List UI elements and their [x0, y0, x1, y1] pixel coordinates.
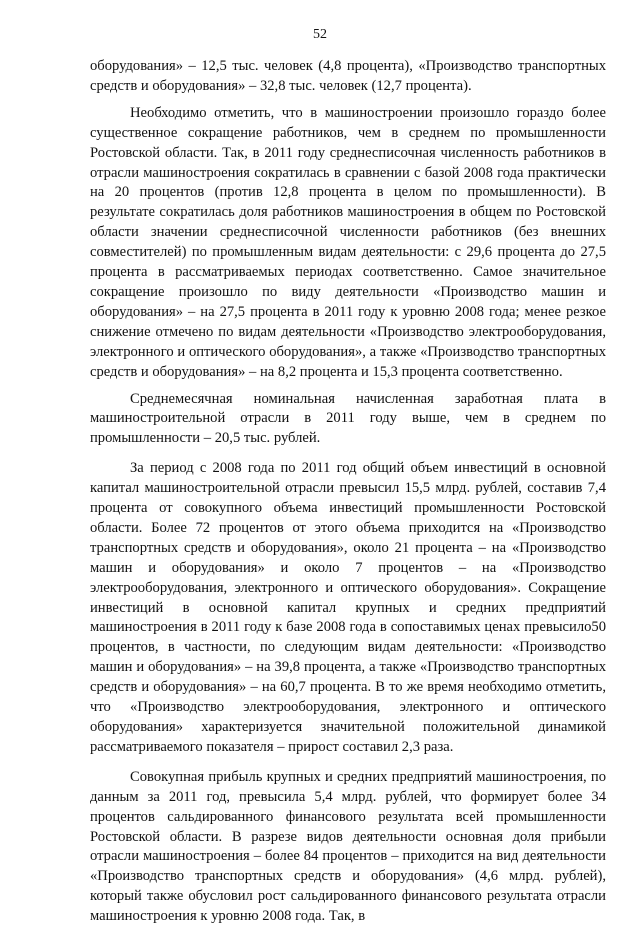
page-number: 52: [313, 27, 327, 42]
body-text: [90, 57, 606, 927]
paragraph-investments: За период с 2008 года по 2011 год общий объем инвестиций в основной капитал машиностроительной отрасли превысил 15,5 млрд. рублей, составив 7,4 процента от совокупного объема инвестиций промышленности Ростовской области. Более 72 процентов от этого объема приходится на «Производство транспортных средств и оборудования», около 21 процента – на «Производство машин и оборудования» и около 7 процентов – на «Производство электрооборудования, электронного и оптического оборудования». Сокращение инвестиций в основной капитал крупных и средних предприятий машиностроения в 2011 году к базе 2008 года в сопоставимых ценах превысило50 процентов, в частности, по следующим видам деятельности: «Производство машин и оборудования» – на 39,8 процента, а также «Производство транспортных средств и оборудования» – на 60,7 процента. В то же время необходимо отметить, что «Производство электрооборудования, электронного и оптического оборудования» характеризуется значительной положительной динамикой рассматриваемого показателя – прирост составил 2,3 раза.: [90, 460, 606, 755]
paragraph-employment-decline: Необходимо отметить, что в машиностроении произошло гораздо более существенное сокращение работников, чем в среднем по промышленности Ростовской области. Так, в 2011 году среднесписочная численность работников в отрасли машиностроения сократилась в сравнении с базой 2008 года практически на 20 процентов (против 12,8 процента в целом по промышленности). В результате сократилась доля работников машиностроения в общем по Ростовской области значении среднесписочной численности работников (без внешних совместителей) по промышленным видам деятельности: с 29,6 процента до 27,5 процента в рассматриваемых периодах соответственно. Самое значительное сокращение произошло по виду деятельности «Производство машин и оборудования» – на 27,5 процента в 2011 году к уровню 2008 года; менее резкое снижение отмечено по видам деятельности «Производство электрооборудования, электронного и оптического оборудования», а также «Производство транспортных средств и оборудования» – на 8,2 процента и 15,3 процента соответственно.: [90, 104, 606, 380]
paragraph-continuation: оборудования» – 12,5 тыс. человек (4,8 процента), «Производство транспортных средств и оборудования» – 32,8 тыс. человек (12,7 процента).: [90, 58, 606, 94]
paragraph-wages: Среднемесячная номинальная начисленная заработная плата в машиностроительной отрасли в 2011 году выше, чем в среднем по промышленности – 20,5 тыс. рублей.: [90, 390, 606, 447]
paragraph-profit: Совокупная прибыль крупных и средних предприятий машиностроения, по данным за 2011 год, превысила 5,4 млрд. рублей, что формирует более 34 процентов сальдированного финансового результата всей промышленности Ростовской области. В разрезе видов деятельности основная доля прибыли отрасли машиностроения – более 84 процентов – приходится на вид деятельности «Производство транспортных средств и оборудования» (4,6 млрд. рублей), который также обусловил рост сальдированного финансового результата отрасли машиностроения к уровню 2008 года. Так, в: [90, 768, 606, 925]
